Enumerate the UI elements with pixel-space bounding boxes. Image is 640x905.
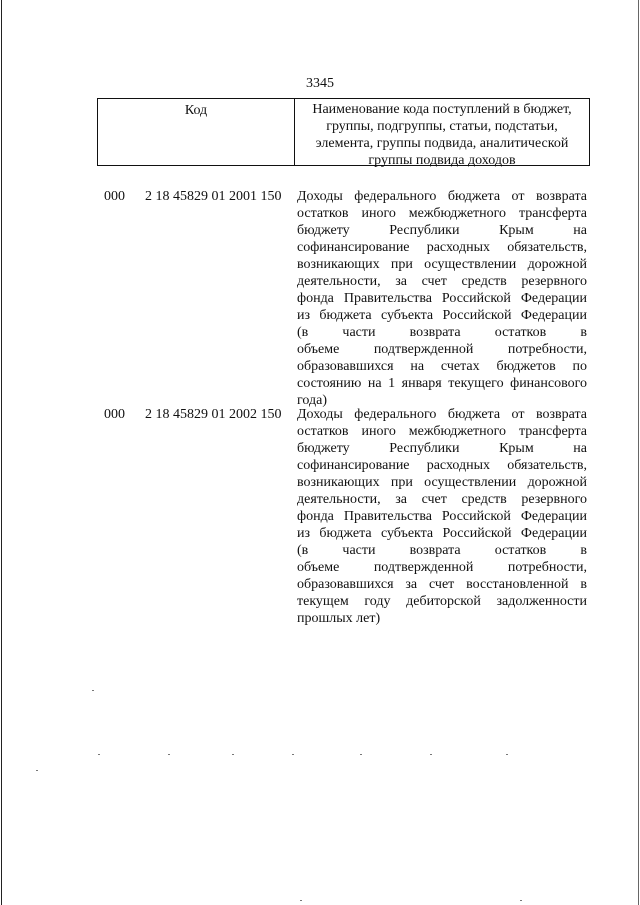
header-code-cell: Код [98,99,295,165]
description-line: бюджету Республики Крым на [297,223,587,238]
scan-speck [168,754,170,755]
description-line: деятельности, за счет средств резервного [297,274,587,289]
scan-speck [92,690,94,691]
description-line: возникающих при осуществлении дорожной [297,257,587,272]
description-line: года) [297,393,327,408]
description-line: софинансирование расходных обязательств, [297,240,587,255]
description-line: объеме подтвержденной потребности, [297,560,587,575]
description-line: бюджету Республики Крым на [297,441,587,456]
scan-speck [232,754,234,755]
description-line: из бюджета субъекта Российской Федерации [297,526,587,541]
page-number: 3345 [306,76,334,91]
admin-code: 000 [104,407,125,422]
description-line: объеме подтвержденной потребности, [297,342,587,357]
admin-code: 000 [104,189,125,204]
scan-speck [520,900,522,901]
description-line: образовавшихся за счет восстановленной в [297,577,587,592]
scan-speck [506,754,508,755]
revenue-description [297,188,587,409]
scan-edge-left [1,0,2,905]
scan-speck [360,754,362,755]
description-line: фонда Правительства Российской Федерации [297,291,587,306]
description-line: остатков иного межбюджетного трансферта [297,206,587,221]
scan-edge-right [638,0,639,905]
description-line: (в части возврата остатков в [297,325,587,340]
scan-speck [430,754,432,755]
revenue-description [297,406,587,627]
description-line: остатков иного межбюджетного трансферта [297,424,587,439]
description-line: фонда Правительства Российской Федерации [297,509,587,524]
description-line: деятельности, за счет средств резервного [297,492,587,507]
header-name-cell: Наименование кода поступлений в бюджет, группы, подгруппы, статьи, подстатьи, элемента, группы подвида, аналитической группы подвида доходов [312,102,572,168]
description-line: софинансирование расходных обязательств, [297,458,587,473]
description-line: Доходы федерального бюджета от возврата [297,407,587,422]
scan-speck [36,770,38,771]
description-line: (в части возврата остатков в [297,543,587,558]
scan-speck [292,754,294,755]
description-line: текущем году дебиторской задолженности [297,594,587,609]
scan-speck [300,900,302,901]
description-line: образовавшихся на счетах бюджетов по [297,359,587,374]
revenue-code: 2 18 45829 01 2001 150 [145,189,282,204]
description-line: состоянию на 1 января текущего финансового [297,376,587,391]
description-line: возникающих при осуществлении дорожной [297,475,587,490]
description-line: прошлых лет) [297,611,381,626]
description-line: из бюджета субъекта Российской Федерации [297,308,587,323]
revenue-code: 2 18 45829 01 2002 150 [145,407,282,422]
description-line: Доходы федерального бюджета от возврата [297,189,587,204]
table-header [97,98,590,166]
scan-speck [98,754,100,755]
